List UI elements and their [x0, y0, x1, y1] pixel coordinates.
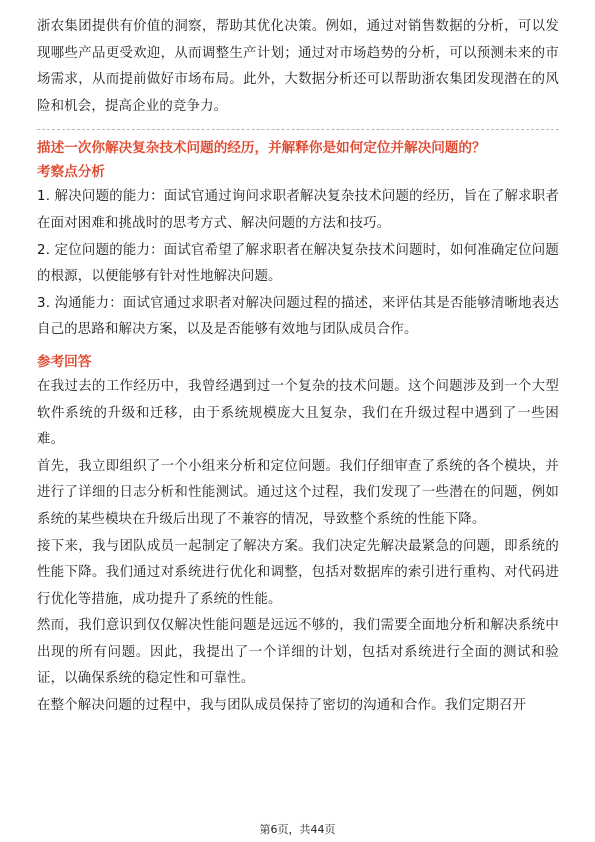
analysis-title: 考察点分析: [37, 164, 105, 181]
answer-paragraph: 然而，我们意识到仅仅解决性能问题是远远不够的，我们需要全面地分析和解决系统中出现的所有问题。因此，我提出了一个详细的计划，包括对系统进行全面的测试和验证，以确保系统的稳定性和可靠性。: [37, 618, 559, 687]
document-page: [37, 14, 559, 720]
analysis-point: 3. 沟通能力：面试官通过求职者对解决问题过程的描述，来评估其是否能够清晰地表达自己的思路和解决方案，以及是否能够有效地与团队成员合作。: [37, 295, 559, 338]
answer-paragraph: 在我过去的工作经历中，我曾经遇到过一个复杂的技术问题。这个问题涉及到一个大型软件系统的升级和迁移，由于系统规模庞大且复杂，我们在升级过程中遇到了一些困难。: [37, 378, 559, 448]
answer-title: 参考回答: [37, 353, 92, 370]
section-divider: [37, 129, 559, 130]
question-heading: 描述一次你解决复杂技术问题的经历，并解释你是如何定位并解决问题的？: [37, 140, 486, 157]
intro-paragraph: 浙农集团提供有价值的洞察，帮助其优化决策。例如，通过对销售数据的分析，可以发现哪些产品更受欢迎，从而调整生产计划；通过对市场趋势的分析，可以预测未来的市场需求，从而提前做好市场布局。此外，大数据分析还可以帮助浙农集团发现潜在的风险和机会，提高企业的竞争力。: [37, 19, 559, 114]
page-number: 第6页，共44页: [259, 823, 336, 836]
answer-paragraph: 首先，我立即组织了一个小组来分析和定位问题。我们仔细审查了系统的各个模块，并进行了详细的日志分析和性能测试。通过这个过程，我们发现了一些潜在的问题，例如系统的某些模块在升级后出现了不兼容的情况，导致整个系统的性能下降。: [37, 458, 559, 527]
analysis-point: 1. 解决问题的能力：面试官通过询问求职者解决复杂技术问题的经历，旨在了解求职者在面对困难和挑战时的思考方式、解决问题的方法和技巧。: [37, 189, 559, 231]
analysis-point: 2. 定位问题的能力：面试官希望了解求职者在解决复杂技术问题时，如何准确定位问题的根源，以便能够有针对性地解决问题。: [37, 242, 559, 285]
answer-paragraph: 在整个解决问题的过程中，我与团队成员保持了密切的沟通和合作。我们定期召开: [37, 698, 527, 714]
answer-paragraph: 接下来，我与团队成员一起制定了解决方案。我们决定先解决最紧急的问题，即系统的性能下降。我们通过对系统进行优化和调整，包括对数据库的索引进行重构、对代码进行优化等措施，成功提升了系统的性能。: [37, 538, 559, 607]
